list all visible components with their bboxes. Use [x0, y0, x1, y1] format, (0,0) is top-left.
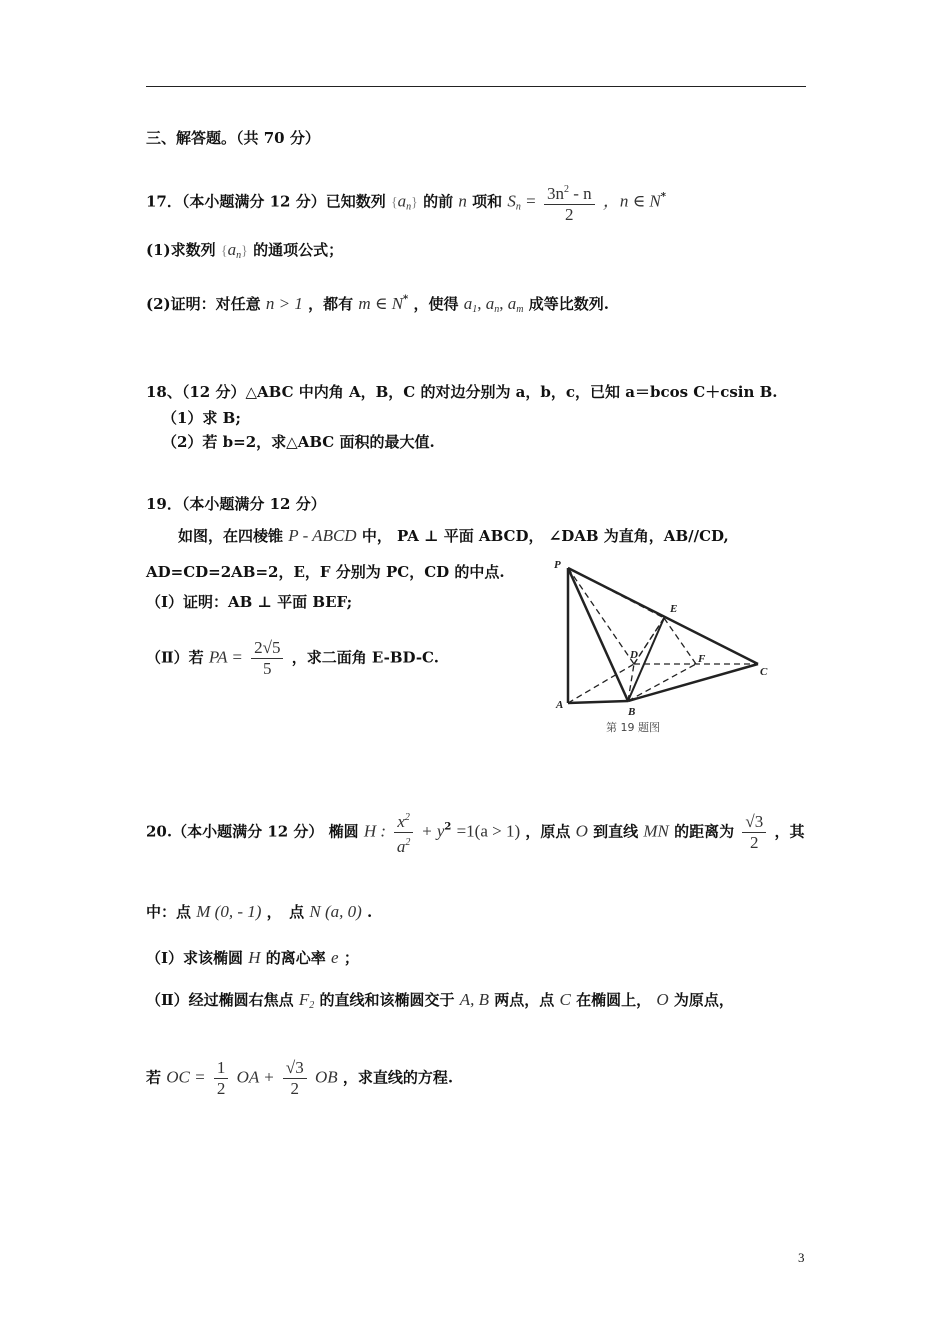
q20-half-fraction: $\frac{1}{2}$ [214, 1058, 229, 1099]
q17-line1: 17．（本小题满分 12 分）已知数列 $\{a_n\}$ 的前 n 项和 $S_n$ = $\frac{3n^2 - n}{2}$ ，n ∈ N* [146, 180, 666, 225]
q17-part2: (2)证明：对任意 n > 1 ，都有 m ∈ N* ，使得 $a_1$, $a_n$, $a_m$ 成等比数列. [146, 294, 609, 315]
q20-root3-fraction: $\frac{√3}{2}$ [283, 1058, 307, 1099]
q19-heading: 19．（本小题满分 12 分） [146, 495, 326, 513]
q18-line3: （2）若 b=2，求△ABC 面积的最大值. [162, 433, 435, 451]
q18-line1: 18、（12 分）△ABC 中内角 A，B，C 的对边分别为 a，b，c，已知 a＝bcos C＋csin B. [146, 383, 778, 401]
q20-part2: （Ⅱ）经过椭圆右焦点 $F_2$ 的直线和该椭圆交于 A, B 两点，点 C 在椭圆上， O 为原点， [146, 990, 734, 1011]
q19-fraction: $\frac{2√5}{5}$ [251, 638, 283, 679]
figure-caption: 第 19 题图 [606, 721, 660, 734]
label-E: E [670, 603, 678, 615]
section-heading: 三、解答题。（共 70 分） [146, 129, 320, 147]
label-P: P [554, 559, 561, 571]
q19-line1: 如图，在四棱锥 P - ABCD 中， PA ⊥ 平面 ABCD， ∠DAB 为直角，AB//CD, [178, 526, 729, 545]
q17-intro: 17．（本小题满分 12 分）已知数列 [146, 192, 386, 211]
header-rule [146, 86, 806, 87]
q20-dist-fraction: $\frac{√3}{2}$ [742, 812, 766, 853]
q20-line1: 20.（本小题满分 12 分） 椭圆 H : $\frac{x^2}{a^2}$ + $y^2 =1(a > 1)$ ，原点 O 到直线 MN 的距离为 $\frac{√3}{2}$ ，其 [146, 808, 804, 857]
q19-line4: （Ⅱ）若 PA = $\frac{2√5}{5}$ ，求二面角 E-BD-C. [146, 638, 439, 678]
q20-line2: 中：点 M (0, - 1) ， 点 N (a, 0) . [146, 902, 373, 921]
q17-fraction: $\frac{3n^2 - n}{2}$ [544, 180, 595, 225]
q20-part3: 若 OC = $\frac{1}{2}$ OA + $\frac{√3}{2}$ OB ，求直线的方程. [146, 1058, 454, 1098]
brace-close: } [411, 195, 418, 211]
q17-part1: (1)求数列 $\{a_n\}$ 的通项公式； [146, 240, 344, 261]
pyramid-figure [548, 558, 780, 738]
q19-line2: AD=CD=2AB=2，E，F 分别为 PC，CD 的中点. [146, 563, 505, 581]
q20-part1: （Ⅰ）求该椭圆 H 的离心率 e ； [146, 948, 359, 967]
q20-x-fraction: $\frac{x^2}{a^2}$ [394, 808, 413, 857]
label-F: F [698, 653, 706, 665]
q18-line2: （1）求 B; [162, 409, 241, 427]
label-D: D [630, 649, 638, 661]
label-B: B [628, 706, 636, 718]
q19-line3: （Ⅰ）证明：AB ⊥ 平面 BEF; [146, 593, 353, 611]
brace-open: { [390, 195, 398, 211]
label-A: A [556, 699, 564, 711]
label-C: C [760, 666, 768, 678]
page-number: 3 [798, 1250, 805, 1265]
